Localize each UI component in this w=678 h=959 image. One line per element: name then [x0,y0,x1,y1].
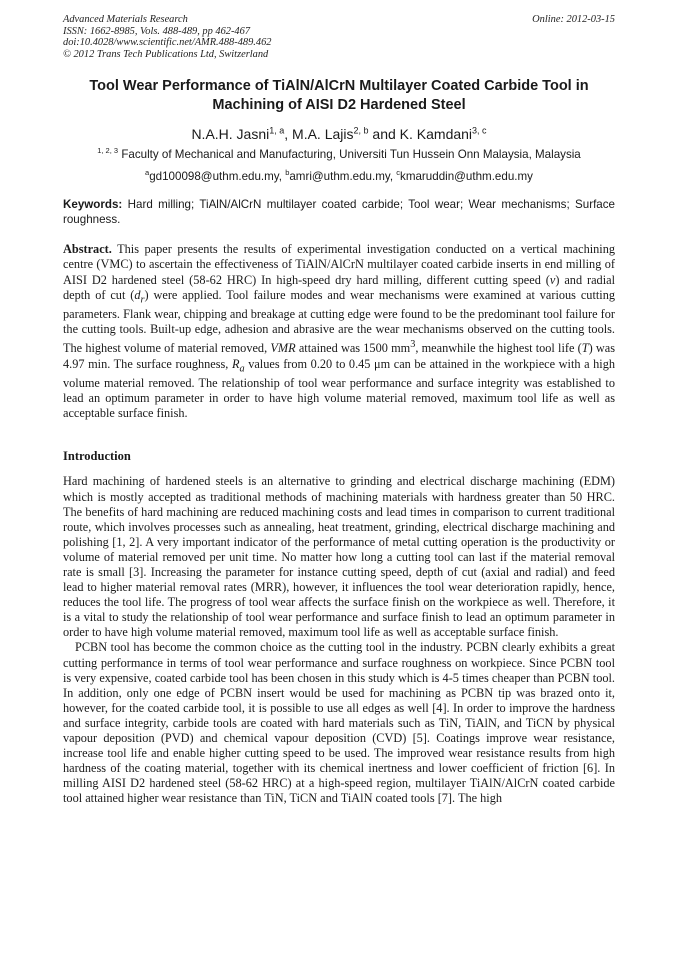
email-address[interactable]: kmaruddin@uthm.edu.my [400,170,533,184]
paper-page [63,14,615,806]
email-superscript: b [285,168,290,178]
intro-paragraph: PCBN tool has become the common choice as the cutting tool in the industry. PCBN clearly exhibits a great cutting performance in terms of tool wear performance and surface roughness on workpiece. Since PCBN tool is very expensive, coated carbide tool has been chosen in this study which is 4-5 times cheaper than PCBN tool. In addition, only one edge of PCBN insert would be used for machining as PCBN tip was brazed onto it, however, for the coated carbide tool, it is possible to use all edges as well [4]. In order to improve the hardness and surface integrity, carbide tools are coated with hard materials such as TiN, TiAlN, and TiCN by physical vapour deposition (PVD) and chemical vapour deposition (CVD) [5]. Coatings improve wear resistance, increase tool life and enable higher cutting speed to be used. The improved wear resistance results from high hardness of the coating material, together with its chemical inertness and lower coefficient of friction [6]. In milling AISI D2 hardened steel (58-62 HRC) at a high-speed region, multilayer TiAlN/AlCrN coated carbide tool attained higher wear resistance than TiN, TiCN and TiAlN coated tools [7]. The high [63,640,615,806]
author-name: K. Kamdani [399,126,473,143]
email-superscript: c [396,168,401,178]
math-symbol: v [549,272,556,287]
subscript-text: r [140,294,145,306]
issn-line: ISSN: 1662-8985, Vols. 488-489, pp 462-467 [63,25,251,37]
math-symbol: d [134,287,141,302]
intro-paragraph: Hard machining of hardened steels is an alternative to grinding and electrical discharge machining (EDM) which is mostly accepted as traditional methods of machining materials with hardness greater than 50 HRC. The benefits of hard machining are reduced machining costs and lead times in comparison to current traditional route, which involves processes such as annealing, heat treatment, grinding, electrical discharge machining and polishing [1, 2]. A very important indicator of the performance of metal cutting operation is the productivity or volume of material removed per unit time. No matter how long a cutting tool can last if the material removal rate is small [3]. Increasing the parameter for instance cutting speed, depth of cut (axial and radial) and feed lead to higher material removal rates (MRR), however, it influences the tool wear deterioration rapidly, hence, reduces the tool life. The progress of tool wear affects the surface finish on the workpiece as well. Therefore, it is a vital to study the relationship of tool wear performance and surface finish to lead an optimum parameter in order to have high volume material removed, maximum tool life as well as acceptable surface finish. [63,474,615,640]
abstract-text: ) and radial depth of cut ( [63,272,615,302]
abstract-label: Abstract. [63,242,112,257]
paper-title: Tool Wear Performance of TiAlN/AlCrN Multilayer Coated Carbide Tool in Machining of AISI D2 Hardened Steel [89,78,589,114]
keywords [63,198,615,227]
math-superscript: 3 [410,339,416,351]
math-symbol: T [581,341,589,356]
abstract-text: ) was 4.97 min. The surface roughness, [63,341,615,371]
author-superscript: 3, c [472,125,487,136]
email-list [63,169,615,184]
abstract-text: , meanwhile the highest tool life ( [415,341,582,356]
section-heading: Introduction [63,449,131,464]
author-name: N.A.H. Jasni [191,126,270,143]
affiliation-superscript: 1, 2, 3 [97,146,119,156]
abstract-text: attained was 1500 mm [295,341,411,356]
keywords-label: Keywords: [63,198,123,212]
author-superscript: 1, a [269,125,285,136]
abstract [63,242,615,421]
copyright-line: © 2012 Trans Tech Publications Ltd, Switzerland [63,48,269,60]
keywords-text: Hard milling; TiAlN/AlCrN multilayer coated carbide; Tool wear; Wear mechanisms; Surface roughness. [63,198,615,226]
doi-line[interactable]: doi:10.4028/www.scientific.net/AMR.488-489.462 [63,37,272,49]
author-separator: and [368,126,400,143]
abstract-text: values from 0.20 to 0.45 μm can be attained in the workpiece with a high volume material removed. The relationship of tool wear performance and surface integrity was established to lead an optimum parameter in order to have high volume material removed, maximum tool life as well as acceptable surface finish. [63,356,615,421]
math-symbol: R [231,356,240,371]
subscript-text: a [239,363,245,375]
email-superscript: a [145,168,150,178]
abstract-text: This paper presents the results of experimental investigation conducted on a vertical machining centre (VMC) to ascertain the effectiveness of TiAlN/AlCrN multilayer coated carbide inserts in end milling of AISI D2 hardened steel (58-62 HRC) In high-speed dry hard milling, different cutting speed ( [63,242,615,287]
author-superscript: 2, b [353,125,369,136]
math-symbol: VMR [270,341,296,356]
email-separator: , [278,170,286,184]
author-name: M.A. Lajis [292,126,354,143]
journal-name: Advanced Materials Research [63,14,188,25]
online-date: Online: 2012-03-15 [532,14,615,25]
abstract-text: ) were applied. Tool failure modes and wear mechanisms were examined at various cutting parameters. Flank wear, chipping and breakage at cutting edge were found to be the predominant tool failure for the cutting tools. Built-up edge, adhesion and abrasive are the wear mechanisms observed on the cutting tools. The highest volume of material removed, [63,287,615,356]
author-separator: , [284,126,293,143]
email-address[interactable]: gd100098@uthm.edu.my [149,170,279,184]
author-list [63,125,615,143]
journal-header [63,14,615,60]
email-separator: , [389,170,397,184]
affiliation-text: Faculty of Mechanical and Manufacturing, Universiti Tun Hussein Onn Malaysia, Malaysia [121,148,581,162]
email-address[interactable]: amri@uthm.edu.my [289,170,390,184]
affiliation [63,147,615,162]
